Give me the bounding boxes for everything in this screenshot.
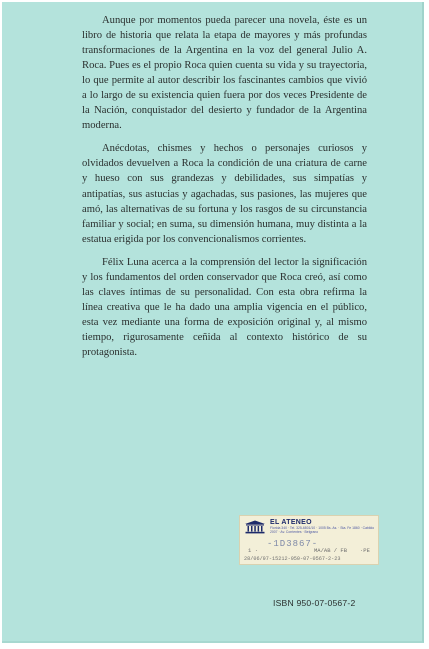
synopsis-paragraph-2: Anécdotas, chismes y hechos o personajes curiosos y olvidados devuelven a Roca la condición de una criatura de carne y hueso con sus grandezas y debilidades, sus simpatías y antipatías, sus astucias y agachadas, sus pasiones, las mujeres que amó, las alternativas de su fortuna y los rasgos de su circunstancia familiar y social; en suma, su dimensión humana, muy distinta a la estatua erigida por los convencionalismos corrientes. xyxy=(82,143,367,245)
ateneo-building-icon xyxy=(244,520,266,534)
sticker-brand-name: EL ATENEO xyxy=(270,519,312,526)
sticker-print-line: 28/06/97-15212-950-07-0567-2-23 xyxy=(244,556,341,562)
back-cover xyxy=(2,2,424,643)
isbn-number: ISBN 950-07-0567-2 xyxy=(273,598,356,608)
sticker-field-1: 1 · xyxy=(248,547,258,554)
sticker-stock-code: -1D3867- xyxy=(267,539,319,549)
sticker-address: Florida 340 · Tel. 325-6801/10 · 1005 Bs. As. · Sta. Fe 1860 · Cabildo 2007 · Av. Corrientes · Belgrano xyxy=(270,526,375,534)
synopsis-paragraph-1: Aunque por momentos pueda parecer una novela, éste es un libro de historia que relata la etapa de mayores y más profundas transformaciones de la Argentina en la voz del general Julio A. Roca. Pues es el propio Roca quien cuenta su vida y su trayectoria, lo que permite al autor describir los fascinantes cambios que vivió a lo largo de su existencia quien fuera por dos veces Presidente de la Nación, conquistador del desierto y fundador de la Argentina moderna. xyxy=(82,15,367,132)
synopsis-text xyxy=(82,13,367,368)
bookstore-price-sticker xyxy=(239,515,379,565)
sticker-field-2: MA/AB / FB xyxy=(314,547,348,554)
synopsis-paragraph-3: Félix Luna acerca a la comprensión del lector la significación y los fundamentos del orden conservador que Roca creó, así como las claves íntimas de su personalidad. Con esta obra refirma la línea creativa que le ha dado una amplia vigencia en el público, esta vez mediante una forma de exposición original y, al mismo tiempo, rigurosamente ceñida al contexto histórico de su protagonista. xyxy=(82,256,367,358)
sticker-field-3: ·PE xyxy=(360,547,370,554)
